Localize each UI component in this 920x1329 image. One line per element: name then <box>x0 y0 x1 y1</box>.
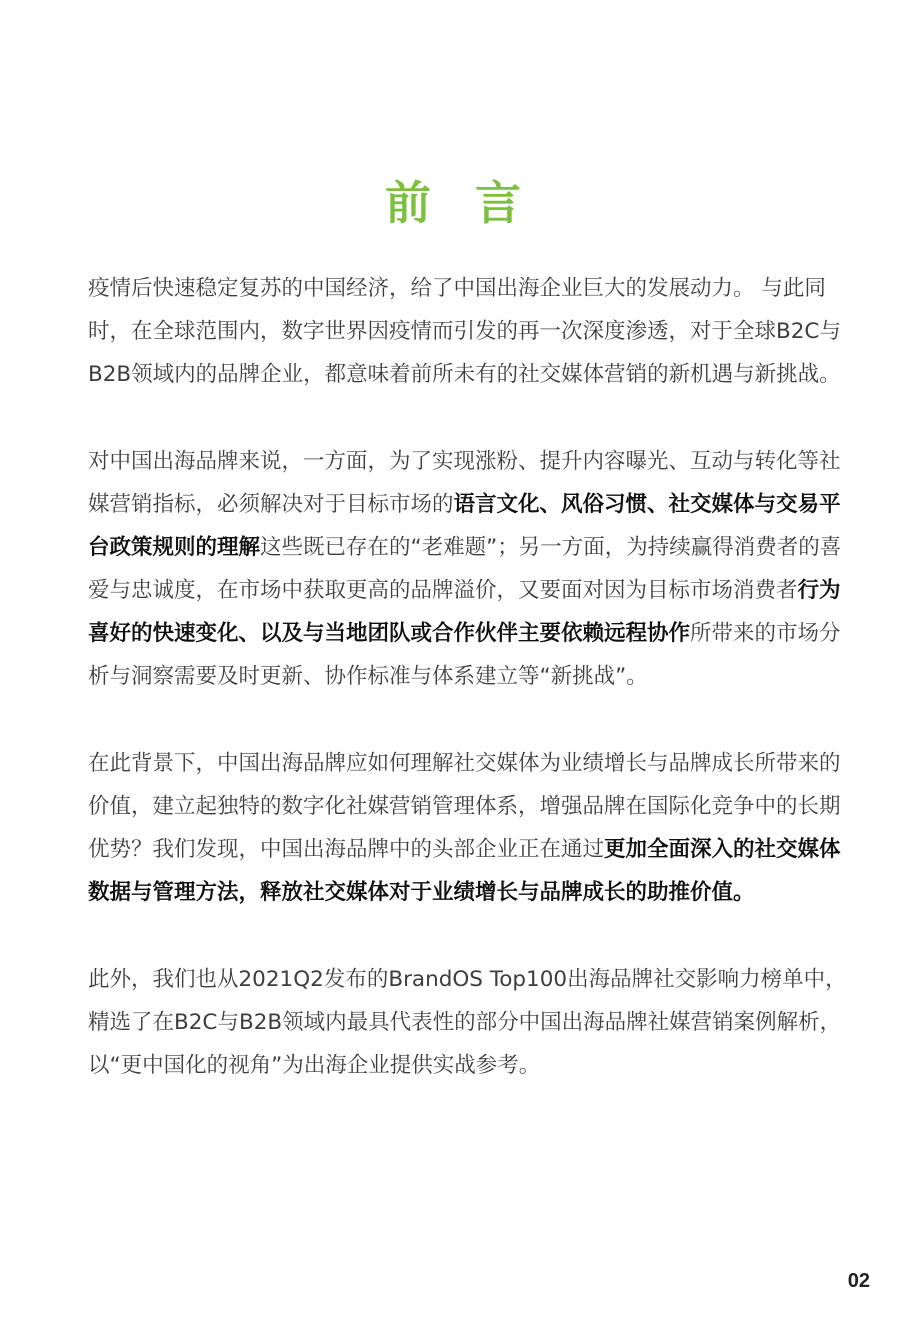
page-title: 前 言 <box>384 176 535 230</box>
paragraph-3-emphasis: 更加全面深入的社交媒体数据与管理方法，释放社交媒体对于业绩增长与品牌成长的助推价值。 <box>88 837 841 905</box>
paragraph-1-text: 疫情后快速稳定复苏的中国经济，给了中国出海企业巨大的发展动力。 与此同时，在全球范围内，数字世界因疫情而引发的再一次深度渗透，对于全球B2C与B2B领域内的品牌企业，都意味着前所未有的社交媒体营销的新机遇与新挑战。 <box>88 276 841 387</box>
paragraph-3 <box>88 742 848 914</box>
paragraph-2-text-c: 所带来的市场分析与洞察需要及时更新、协作标准与体系建立等“新挑战”。 <box>88 621 841 689</box>
paragraph-2 <box>88 440 848 698</box>
paragraph-2-emphasis-b: 行为喜好的快速变化、以及与当地团队或合作伙伴主要依赖远程协作 <box>88 578 841 646</box>
paragraph-4-text: 此外，我们也从2021Q2发布的BrandOS Top100出海品牌社交影响力榜单中，精选了在B2C与B2B领域内最具代表性的部分中国出海品牌社媒营销案例解析，以“更中国化的视角”为出海企业提供实战参考。 <box>88 967 847 1078</box>
paragraph-2-emphasis-a: 语言文化、风俗习惯、社交媒体与交易平台政策规则的理解 <box>88 492 841 560</box>
paragraph-2-text-a: 对中国出海品牌来说，一方面，为了实现涨粉、提升内容曝光、互动与转化等社媒营销指标，必须解决对于目标市场的 <box>88 449 841 517</box>
paragraph-4 <box>88 958 848 1087</box>
page-number: 02 <box>847 1270 870 1292</box>
preface-body <box>88 267 848 1131</box>
paragraph-2-text-b: 这些既已存在的“老难题”；另一方面，为持续赢得消费者的喜爱与忠诚度，在市场中获取更高的品牌溢价，又要面对因为目标市场消费者 <box>88 535 842 603</box>
paragraph-3-text: 在此背景下，中国出海品牌应如何理解社交媒体为业绩增长与品牌成长所带来的价值，建立起独特的数字化社媒营销管理体系，增强品牌在国际化竞争中的长期优势？我们发现，中国出海品牌中的头部企业正在通过 <box>88 751 841 862</box>
paragraph-1 <box>88 267 848 396</box>
